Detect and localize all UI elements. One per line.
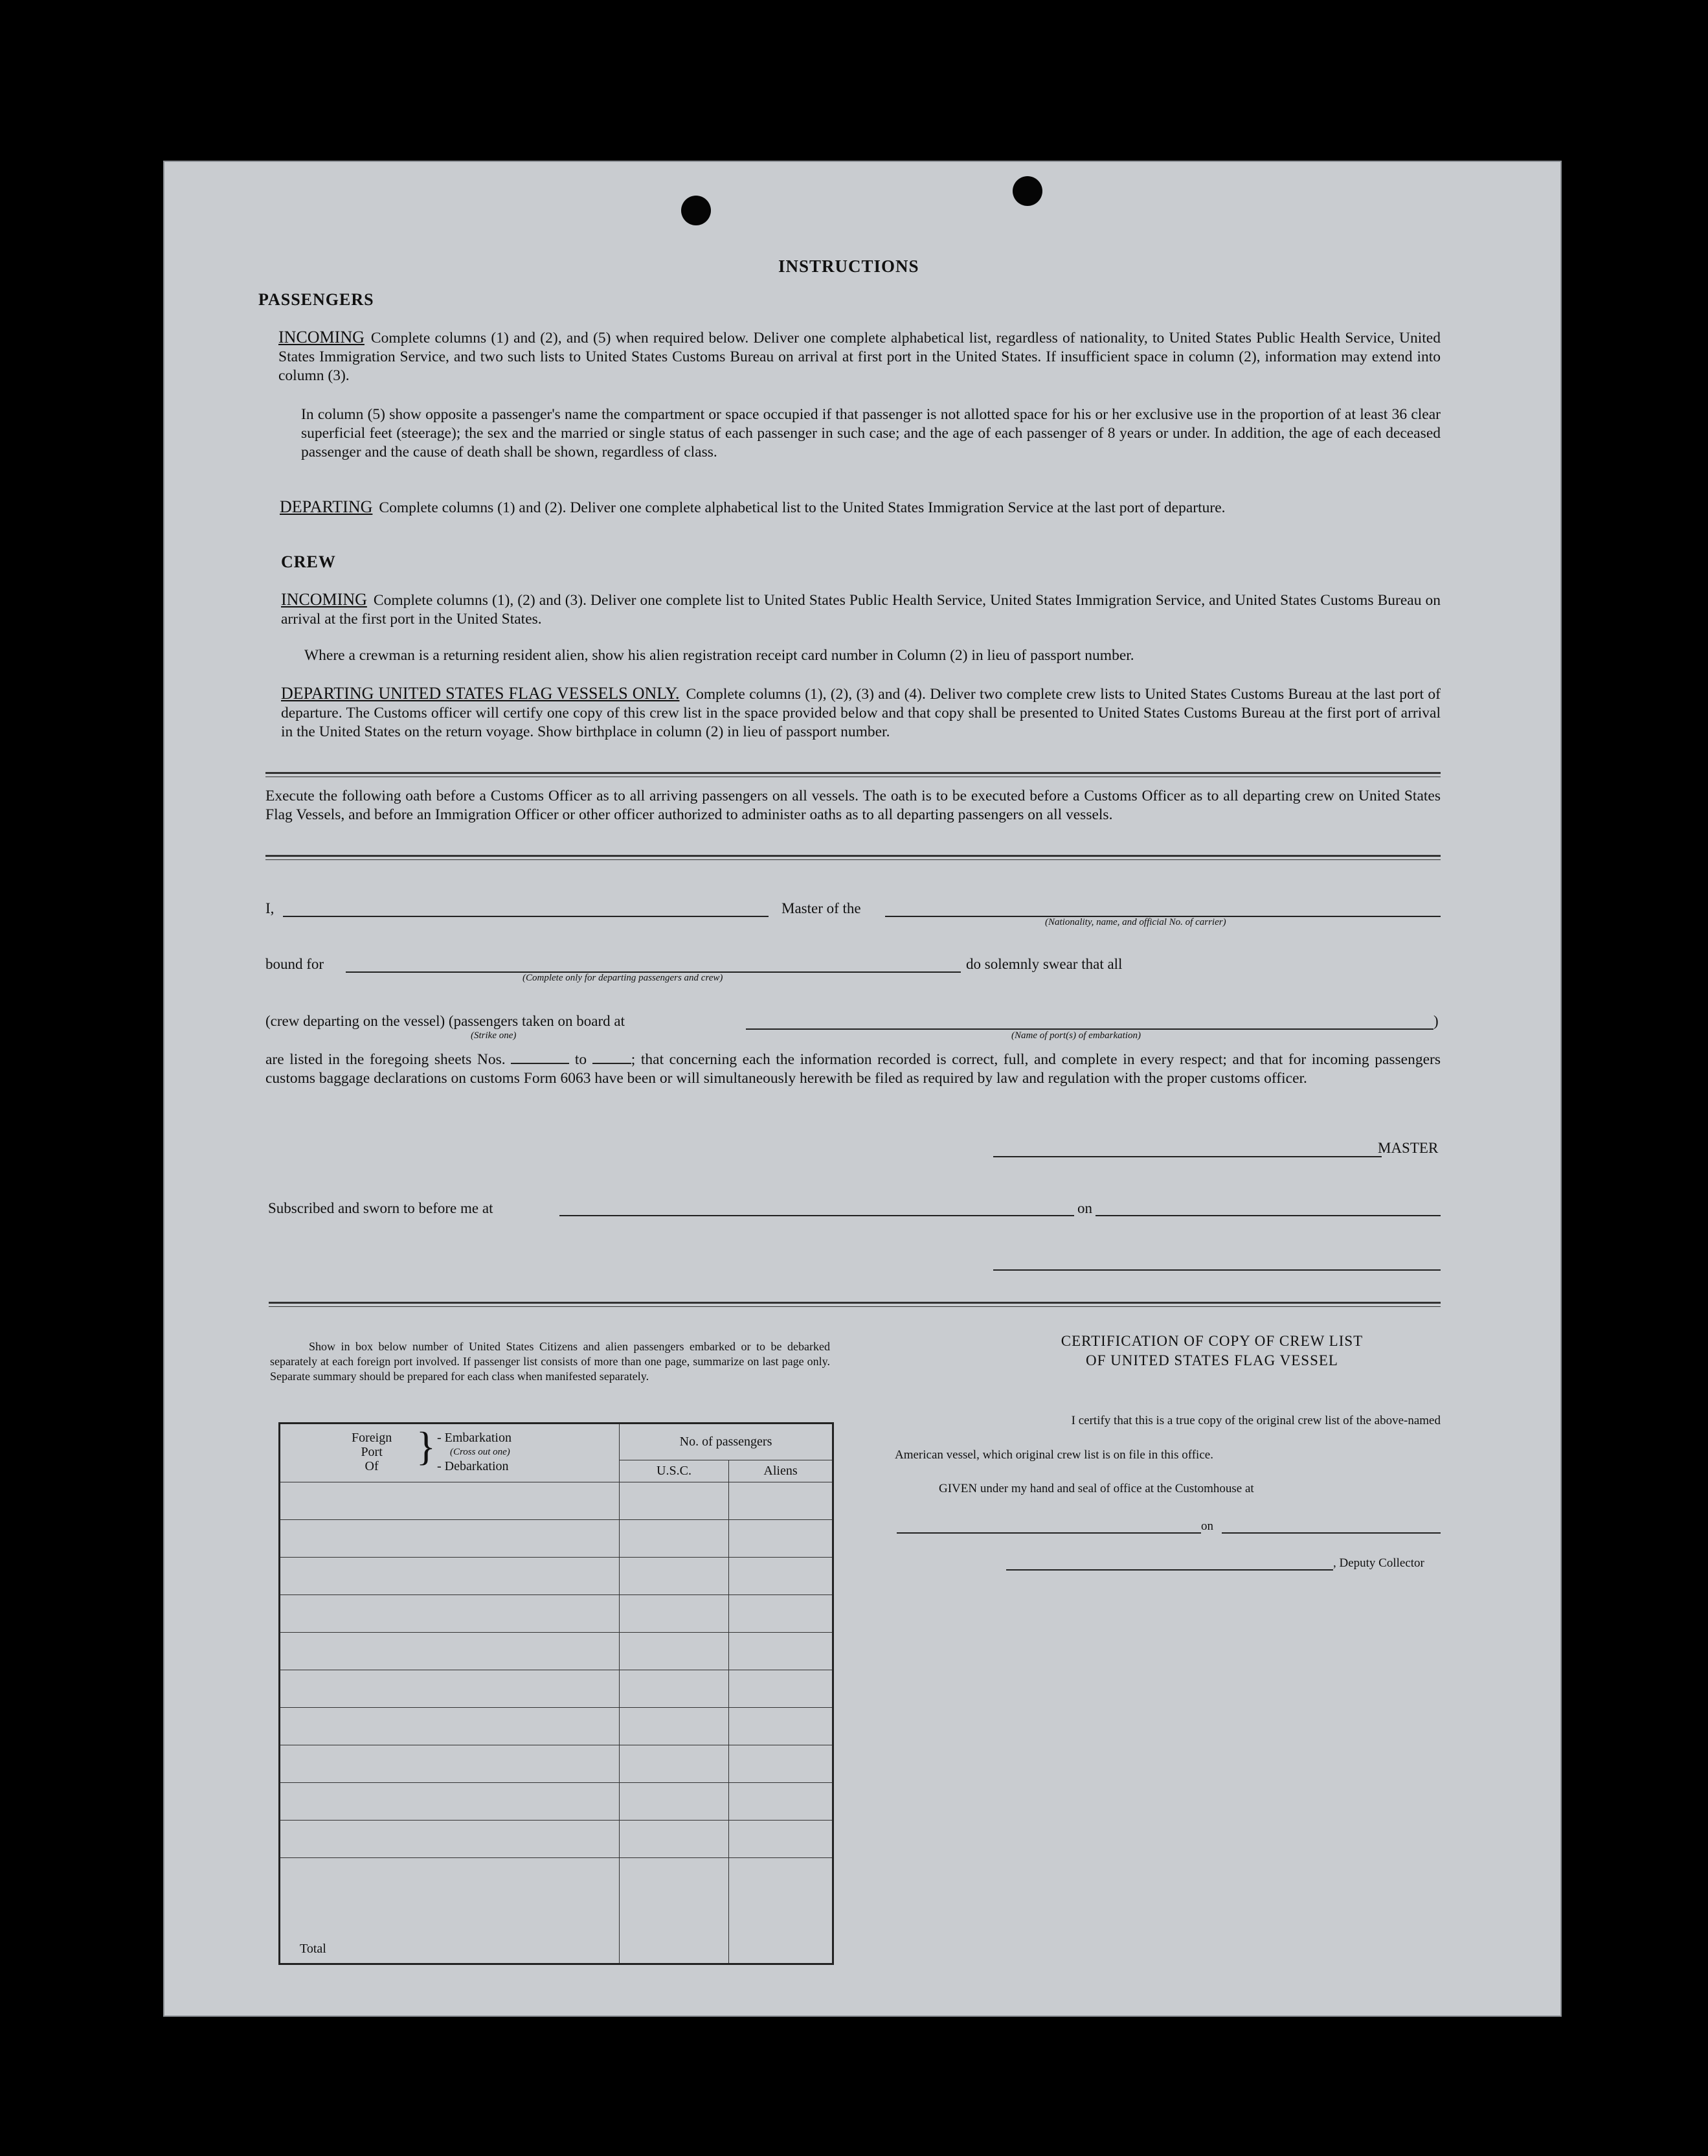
summary-port-cell[interactable] xyxy=(280,1708,620,1745)
total-label: Total xyxy=(280,1858,620,1964)
summary-usc-cell[interactable] xyxy=(620,1708,729,1745)
summary-port-cell[interactable] xyxy=(280,1633,620,1670)
given-line: GIVEN under my hand and seal of office at the Customhouse at xyxy=(939,1482,1254,1495)
summary-port-cell[interactable] xyxy=(280,1783,620,1821)
aliens-header: Aliens xyxy=(729,1460,833,1482)
listed-suffix: ; that concerning each the information recorded is correct, full, and complete in every respect; and that for incoming passengers customs baggage declarations on customs Form 6063 have been or will simultaneously herewith be filed as required by law and regulation with the proper customs officer. xyxy=(265,1051,1441,1087)
crew-flag-text: Complete columns (1), (2), (3) and (4). Deliver two complete crew lists to United States Customs Bureau at the last port of departure. The Customs officer will certify one copy of this crew list in the space provided below and that copy shall be presented to United States Customs Bureau at the first port of arrival in the United States on the return voyage. Show birthplace in column (2) in lieu of passport number. xyxy=(281,686,1441,740)
crew-incoming-label: INCOMING xyxy=(281,590,367,609)
passengers-incoming-label: INCOMING xyxy=(278,328,365,346)
master-name-field[interactable] xyxy=(283,916,769,917)
crew-incoming-paragraph xyxy=(281,590,1441,629)
foreign-label: Foreign xyxy=(352,1431,392,1445)
cert-date-field[interactable] xyxy=(1222,1532,1441,1534)
sworn-place-field[interactable] xyxy=(559,1215,1074,1216)
sheet-to-field[interactable] xyxy=(592,1063,631,1064)
certify-line-2: American vessel, which original crew list is on file in this office. xyxy=(895,1448,1213,1462)
debarkation-label: - Debarkation xyxy=(437,1459,509,1473)
nationality-hint: (Nationality, name, and official No. of carrier) xyxy=(1045,917,1226,927)
oath-intro: Execute the following oath before a Customs Officer as to all arriving passengers on all vessels. The oath is to be executed before a Customs Officer as to all departing crew on United States Flag Vessels, and before an Immigration Officer or other officer authorized to administer oaths as to all departing passengers on all vessels. xyxy=(265,788,1441,823)
foreign-port-header xyxy=(280,1424,620,1482)
certify-line-1: I certify that this is a true copy of the original crew list of the above-named xyxy=(1071,1414,1441,1427)
master-signature-field[interactable] xyxy=(993,1156,1382,1157)
divider xyxy=(269,1302,1441,1307)
summary-usc-cell[interactable] xyxy=(620,1595,729,1633)
port-label: Port xyxy=(361,1445,383,1459)
summary-aliens-cell[interactable] xyxy=(729,1670,833,1708)
passengers-heading: PASSENGERS xyxy=(258,290,374,309)
port-hint: (Name of port(s) of embarkation) xyxy=(1011,1030,1141,1041)
oath-crew-departing-text: (crew departing on the vessel) (passengers taken on board at xyxy=(265,1013,625,1029)
passengers-departing-label: DEPARTING xyxy=(280,497,373,516)
sheet-from-field[interactable] xyxy=(511,1063,569,1064)
listed-prefix: are listed in the foregoing sheets Nos. xyxy=(265,1051,506,1068)
sworn-date-field[interactable] xyxy=(1096,1215,1441,1216)
summary-table xyxy=(278,1422,834,1965)
sworn-on-label: on xyxy=(1077,1200,1092,1216)
summary-port-cell[interactable] xyxy=(280,1745,620,1783)
summary-usc-cell[interactable] xyxy=(620,1745,729,1783)
summary-port-cell[interactable] xyxy=(280,1482,620,1520)
summary-aliens-cell[interactable] xyxy=(729,1558,833,1595)
passengers-incoming-text: Complete columns (1) and (2), and (5) when required below. Deliver one complete alphabetical list, regardless of nationality, to United States Public Health Service, United States Immigration Service, and two such lists to United States Customs Bureau on arrival at first port in the United States. If insufficient space in column (2), information may extend into column (3). xyxy=(278,330,1441,384)
summary-usc-cell[interactable] xyxy=(620,1821,729,1858)
officer-signature-field[interactable] xyxy=(993,1269,1441,1271)
summary-aliens-cell[interactable] xyxy=(729,1708,833,1745)
summary-aliens-cell[interactable] xyxy=(729,1633,833,1670)
summary-usc-cell[interactable] xyxy=(620,1520,729,1558)
total-usc-cell[interactable] xyxy=(620,1858,729,1964)
no-passengers-header: No. of passengers xyxy=(620,1424,833,1460)
oath-swear-text: do solemnly swear that all xyxy=(966,956,1123,972)
crew-flag-label: DEPARTING UNITED STATES FLAG VESSELS ONLY. xyxy=(281,684,680,703)
crew-heading: CREW xyxy=(281,552,336,571)
certification-title-2: OF UNITED STATES FLAG VESSEL xyxy=(1086,1352,1338,1368)
embarkation-label: - Embarkation xyxy=(437,1431,511,1445)
passengers-departing-text: Complete columns (1) and (2). Deliver one complete alphabetical list to the United States Immigration Service at the last port of departure. xyxy=(379,499,1226,516)
summary-usc-cell[interactable] xyxy=(620,1633,729,1670)
summary-port-cell[interactable] xyxy=(280,1821,620,1858)
oath-master-of-label: Master of the xyxy=(781,900,861,916)
certification-title-1: CERTIFICATION OF COPY OF CREW LIST xyxy=(1061,1333,1364,1349)
oath-i-label: I, xyxy=(265,900,275,916)
brace: } xyxy=(416,1425,436,1469)
of-label: Of xyxy=(365,1459,379,1473)
summary-port-cell[interactable] xyxy=(280,1520,620,1558)
oath-listed-paragraph xyxy=(265,1050,1441,1088)
master-label: MASTER xyxy=(1378,1140,1439,1156)
summary-aliens-cell[interactable] xyxy=(729,1745,833,1783)
passengers-column5-paragraph: In column (5) show opposite a passenger's name the compartment or space occupied if that passenger is not allotted space for his or her exclusive use in the proportion of at least 36 clear superficial feet (steerage); the sex and the married or single status of each passenger in such case; and the age of each passenger of 8 years or under. In addition, the age of each deceased passenger and the cause of death shall be shown, regardless of class. xyxy=(301,406,1441,460)
form-sheet xyxy=(163,161,1562,2017)
subscribed-label: Subscribed and sworn to before me at xyxy=(268,1200,493,1216)
summary-usc-cell[interactable] xyxy=(620,1670,729,1708)
deputy-signature-field[interactable] xyxy=(1006,1569,1333,1571)
summary-aliens-cell[interactable] xyxy=(729,1783,833,1821)
crew-flag-paragraph xyxy=(281,684,1441,742)
customhouse-field[interactable] xyxy=(897,1532,1201,1534)
deputy-collector-label: , Deputy Collector xyxy=(1333,1556,1424,1570)
summary-port-cell[interactable] xyxy=(280,1595,620,1633)
summary-usc-cell[interactable] xyxy=(620,1482,729,1520)
summary-aliens-cell[interactable] xyxy=(729,1482,833,1520)
oath-bound-for-label: bound for xyxy=(265,956,324,972)
summary-usc-cell[interactable] xyxy=(620,1783,729,1821)
summary-aliens-cell[interactable] xyxy=(729,1520,833,1558)
crew-resident-paragraph: Where a crewman is a returning resident alien, show his alien registration receipt card number in Column (2) in lieu of passport number. xyxy=(304,647,1134,664)
divider xyxy=(265,772,1441,777)
summary-aliens-cell[interactable] xyxy=(729,1595,833,1633)
total-aliens-cell[interactable] xyxy=(729,1858,833,1964)
divider xyxy=(265,855,1441,860)
usc-header: U.S.C. xyxy=(620,1460,729,1482)
passengers-incoming-paragraph xyxy=(278,328,1441,385)
punch-hole xyxy=(1013,176,1042,206)
strike-one-hint: (Strike one) xyxy=(471,1030,517,1041)
page-title: INSTRUCTIONS xyxy=(778,256,919,276)
listed-to: to xyxy=(574,1051,587,1068)
close-paren: ) xyxy=(1433,1013,1439,1029)
punch-hole xyxy=(681,196,711,225)
summary-instructions: Show in box below number of United States Citizens and alien passengers embarked or to be debarked separately at each foreign port involved. If passenger list consists of more than one page, summarize on last page only. Separate summary should be prepared for each class when manifested separately. xyxy=(270,1340,830,1383)
complete-only-hint: (Complete only for departing passengers and crew) xyxy=(523,973,723,983)
summary-port-cell[interactable] xyxy=(280,1670,620,1708)
cross-out-hint: (Cross out one) xyxy=(450,1447,510,1457)
passengers-departing-paragraph xyxy=(280,497,1441,517)
embarkation-port-field[interactable] xyxy=(746,1028,1433,1030)
crew-incoming-text: Complete columns (1), (2) and (3). Deliver one complete list to United States Public Health Service, United States Immigration Service, and United States Customs Bureau on arrival at the first port in the United States. xyxy=(281,592,1441,628)
cert-on-label: on xyxy=(1201,1519,1213,1533)
summary-usc-cell[interactable] xyxy=(620,1558,729,1595)
summary-aliens-cell[interactable] xyxy=(729,1821,833,1858)
summary-port-cell[interactable] xyxy=(280,1558,620,1595)
